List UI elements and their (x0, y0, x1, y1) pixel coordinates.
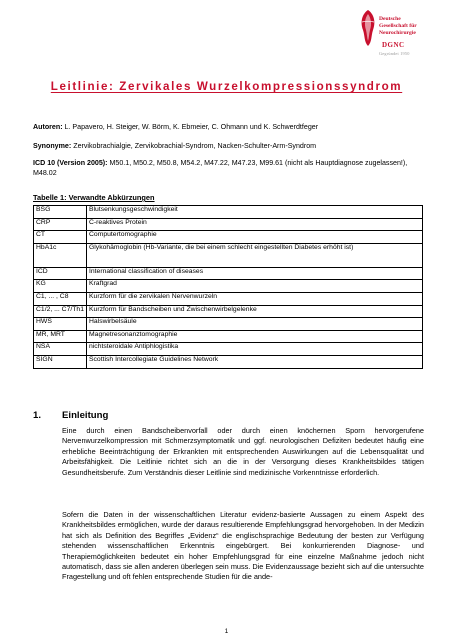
meaning-cell: International classification of diseases (87, 267, 423, 280)
table-row (34, 355, 423, 368)
meaning-cell: Kraftgrad (87, 280, 423, 293)
table-row (34, 318, 423, 331)
table-row (34, 305, 423, 318)
table-row (34, 343, 423, 356)
meaning-cell: Kurzform für die zervikalen Nervenwurzeln (87, 292, 423, 305)
meaning-cell: Blutsenkungsgeschwindigkeit (87, 206, 423, 219)
table-row (34, 280, 423, 293)
abbr-cell: C1, ... , C8 (34, 292, 87, 305)
section-number: 1. (33, 410, 42, 421)
logo-text-line-2: Gesellschaft für (379, 23, 417, 29)
meaning-cell: Computertomographie (87, 231, 423, 244)
abbr-cell: CRP (34, 218, 87, 231)
abbr-cell: HbA1c (34, 243, 87, 267)
section-title: Einleitung (62, 410, 109, 421)
table-row (34, 206, 423, 219)
meaning-cell: nichtsteroidale Antiphlogistika (87, 343, 423, 356)
abbr-cell: NSA (34, 343, 87, 356)
synonyme-value: Zervikobrachialgie, Zervikobrachial-Syndrom, Nacken-Schulter-Arm-Syndrom (73, 142, 317, 150)
dgnc-logo (358, 8, 420, 66)
icd-value: M50.1, M50.2, M50.8, M54.2, M47.22, M47.23, M99.61 (nicht als Hauptdiagnose zugelassen!), M48.02 (33, 159, 408, 177)
logo-abbreviation: DGNC (382, 41, 405, 49)
meaning-cell: Glykohämoglobin (Hb-Variante, die bei einem schlecht eingestellten Diabetes erhöht ist) (87, 243, 423, 267)
table-row (34, 267, 423, 280)
table-heading: Tabelle 1: Verwandte Abkürzungen (33, 193, 155, 202)
paragraph: Sofern die Daten in der wissenschaftlichen Literatur evidenz-basierte Aussagen zu einem Aspekt des Krankheitsbildes ermöglichen, wurde der daraus resultierende Empfehlungsgrad hervorgehoben. In der Medizin hat sich als Definition des Begriffes „Evidenz“ die englischsprachige Bedeutung der besten zur Verfügung stehenden wissenschaftlichen Erkenntnis eingebürgert. Bei konkurrierenden Diagnose- und Therapiemöglichkeiten bedeutet ein hoher Empfehlungsgrad für eine einzelne Maßnahme jedoch nicht automatisch, dass sie allen anderen überlegen sein muss. Die Evidenzaussage bezieht sich auf die untersuchte Fragestellung und oft fehlen entsprechende Studien für die ande- (62, 510, 424, 582)
abbr-cell: C1/2, ... C7/Th1 (34, 305, 87, 318)
meaning-cell: Magnetresonanztomographie (87, 330, 423, 343)
dgnc-emblem-icon (358, 8, 378, 48)
meaning-cell: Halswirbelsäule (87, 318, 423, 331)
icd-line (33, 158, 425, 178)
authors-value: L. Papavero, H. Steiger, W. Börm, K. Ebmeier, C. Ohmann und K. Schwerdtfeger (64, 123, 319, 131)
abbr-cell: MR, MRT (34, 330, 87, 343)
section-heading (33, 410, 108, 421)
abbr-cell: HWS (34, 318, 87, 331)
authors-line (33, 122, 425, 132)
table-row (34, 231, 423, 244)
authors-label: Autoren: (33, 123, 63, 131)
icd-label: ICD 10 (Version 2005): (33, 159, 108, 167)
table-row (34, 292, 423, 305)
logo-text-line-1: Deutsche (379, 16, 401, 22)
document-title: Leitlinie: Zervikales Wurzelkompressionssyndrom (50, 80, 403, 93)
table-row (34, 218, 423, 231)
synonyme-line (33, 141, 425, 151)
logo-text-line-3: Neurochirurgie (379, 30, 416, 36)
abbreviation-table (33, 205, 423, 369)
abbr-cell: SIGN (34, 355, 87, 368)
abbr-cell: KG (34, 280, 87, 293)
meaning-cell: C-reaktives Protein (87, 218, 423, 231)
meaning-cell: Kurzform für Bandscheiben und Zwischenwirbelgelenke (87, 305, 423, 318)
abbr-cell: CT (34, 231, 87, 244)
meaning-cell: Scottish Intercollegiate Guidelines Network (87, 355, 423, 368)
table-row (34, 330, 423, 343)
paragraph: Eine durch einen Bandscheibenvorfall oder durch einen knöchernen Sporn hervorgerufene Nervenwurzelkompression mit Schmerzsymptomatik und ggf. neurologischen Defiziten bedeutet häufig eine erhebliche Beeinträchtigung der Erkrankten mit entsprechenden Auswirkungen auf die Lebensqualität und Arbeitsfähigkeit. Die Leitlinie richtet sich an die in der Versorgung dieses Krankheitsbildes tätigen Gesundheitsberufe. Zum Verständnis dieser Leitlinie sind medizinische Vorkenntnisse erforderlich. (62, 426, 424, 477)
logo-founded-text: Gegründet 1950 (379, 51, 410, 56)
synonyme-label: Synonyme: (33, 142, 72, 150)
table-row (34, 243, 423, 267)
page-number: 1 (224, 628, 229, 635)
abbr-cell: BSG (34, 206, 87, 219)
abbr-cell: ICD (34, 267, 87, 280)
